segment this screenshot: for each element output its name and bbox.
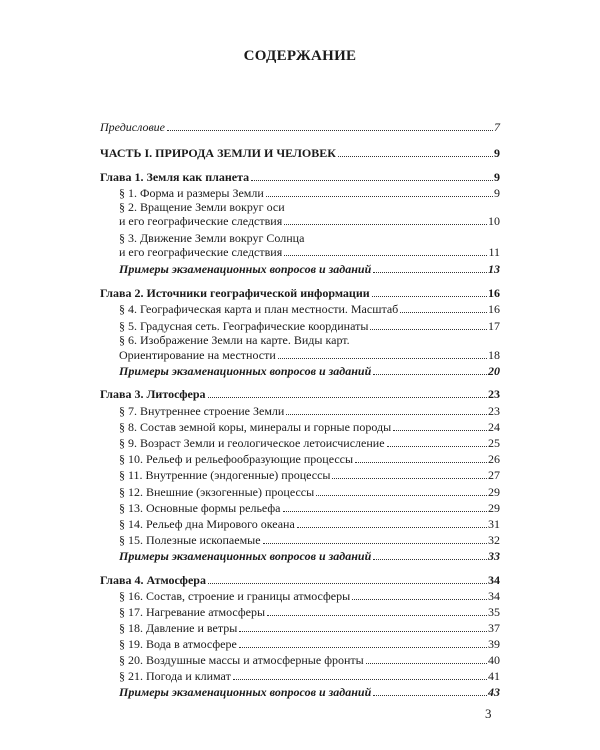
entry-page: 7 — [494, 120, 500, 134]
entry-page: 39 — [488, 637, 500, 651]
entry-title: § 15. Полезные ископаемые — [119, 533, 261, 547]
toc-entry-section-16 — [119, 587, 500, 603]
toc-entry-section-17 — [119, 603, 500, 619]
toc-entry-section-13 — [119, 499, 500, 515]
leader-dots — [373, 374, 487, 375]
entry-title: Примеры экзаменационных вопросов и заданий — [119, 685, 372, 699]
toc-entry-exam-3 — [119, 547, 500, 563]
leader-dots — [284, 224, 487, 225]
toc-entry-section-3 — [119, 243, 500, 259]
entry-page: 17 — [488, 319, 500, 333]
entry-page: 35 — [488, 605, 500, 619]
leader-dots — [266, 196, 493, 197]
entry-title: § 5. Градусная сеть. Географические координаты — [119, 319, 369, 333]
entry-title: § 19. Вода в атмосфере — [119, 637, 237, 651]
toc-entry-section-1 — [119, 184, 500, 200]
entry-page: 25 — [488, 436, 500, 450]
entry-page: 23 — [488, 387, 500, 401]
entry-first-line: § 2. Вращение Земли вокруг оси — [119, 200, 285, 214]
toc-entry-section-10 — [119, 450, 500, 466]
entry-title: Глава 4. Атмосфера — [100, 573, 206, 587]
toc-entry-part-1 — [100, 144, 500, 160]
leader-dots — [338, 156, 493, 157]
entry-title: Глава 1. Земля как планета — [100, 170, 250, 184]
leader-dots — [267, 615, 487, 616]
entry-title: § 4. Географическая карта и план местности. Масштаб — [119, 302, 399, 316]
leader-dots — [239, 647, 487, 648]
entry-first-line: § 6. Изображение Земли на карте. Виды карт. — [119, 333, 350, 347]
entry-title: § 18. Давление и ветры — [119, 621, 238, 635]
entry-page: 18 — [488, 348, 500, 362]
entry-page: 43 — [488, 685, 500, 699]
entry-title: Примеры экзаменационных вопросов и заданий — [119, 549, 372, 563]
entry-title: Примеры экзаменационных вопросов и заданий — [119, 364, 372, 378]
leader-dots — [297, 527, 487, 528]
toc-entry-chapter-3 — [100, 385, 500, 401]
toc-entry-section-2 — [119, 212, 500, 228]
toc-entry-section-14 — [119, 515, 500, 531]
entry-page: 33 — [488, 549, 500, 563]
leader-dots — [251, 180, 493, 181]
entry-title: § 8. Состав земной коры, минералы и горные породы — [119, 420, 392, 434]
leader-dots — [208, 397, 487, 398]
leader-dots — [233, 679, 487, 680]
leader-dots — [366, 663, 487, 664]
toc-entry-section-6 — [119, 346, 500, 362]
entry-title: Глава 3. Литосфера — [100, 387, 206, 401]
leader-dots — [387, 446, 487, 447]
leader-dots — [283, 511, 487, 512]
entry-title: § 17. Нагревание атмосферы — [119, 605, 266, 619]
entry-first-line: § 3. Движение Земли вокруг Солнца — [119, 231, 305, 245]
entry-title: § 1. Форма и размеры Земли — [119, 186, 264, 200]
toc-entry-section-5 — [119, 317, 500, 333]
leader-dots — [316, 495, 487, 496]
entry-title: § 12. Внешние (экзогенные) процессы — [119, 485, 315, 499]
leader-dots — [373, 559, 487, 560]
leader-dots — [263, 543, 487, 544]
toc-entry-exam-2 — [119, 362, 500, 378]
toc-entry-chapter-1 — [100, 168, 500, 184]
toc-entry-chapter-2 — [100, 284, 500, 300]
leader-dots — [239, 631, 487, 632]
entry-page: 11 — [488, 245, 500, 259]
toc-entry-section-7 — [119, 402, 500, 418]
leader-dots — [400, 312, 487, 313]
leader-dots — [355, 462, 487, 463]
page-number: 3 — [485, 706, 492, 721]
entry-title: § 11. Внутренние (эндогенные) процессы — [119, 468, 331, 482]
entry-page: 16 — [488, 286, 500, 300]
page-title: СОДЕРЖАНИЕ — [243, 48, 357, 64]
leader-dots — [208, 583, 487, 584]
entry-page: 29 — [488, 485, 500, 499]
entry-page: 9 — [494, 186, 500, 200]
entry-title: Предисловие — [100, 120, 166, 134]
entry-title: § 21. Погода и климат — [119, 669, 231, 683]
entry-page: 9 — [494, 170, 500, 184]
toc-entry-section-21 — [119, 667, 500, 683]
leader-dots — [352, 599, 487, 600]
leader-dots — [278, 358, 487, 359]
entry-page: 29 — [488, 501, 500, 515]
entry-page: 10 — [488, 214, 500, 228]
entry-title: § 13. Основные формы рельефа — [119, 501, 281, 515]
leader-dots — [370, 329, 487, 330]
toc-entry-chapter-4 — [100, 571, 500, 587]
entry-title: § 9. Возраст Земли и геологическое летоисчисление — [119, 436, 385, 450]
entry-page: 41 — [488, 669, 500, 683]
entry-title: § 10. Рельеф и рельефообразующие процессы — [119, 452, 354, 466]
leader-dots — [372, 296, 487, 297]
entry-page: 23 — [488, 404, 500, 418]
leader-dots — [286, 414, 487, 415]
toc-entry-exam-4 — [119, 683, 500, 699]
entry-page: 26 — [488, 452, 500, 466]
toc-entry-preface — [100, 118, 500, 134]
entry-page: 13 — [488, 262, 500, 276]
toc-entry-section-20 — [119, 651, 500, 667]
entry-title: § 7. Внутреннее строение Земли — [119, 404, 285, 418]
leader-dots — [332, 478, 487, 479]
toc-entry-section-12 — [119, 483, 500, 499]
leader-dots — [373, 272, 487, 273]
entry-page: 40 — [488, 653, 500, 667]
toc-entry-section-19 — [119, 635, 500, 651]
entry-page: 20 — [488, 364, 500, 378]
entry-title: Глава 2. Источники географической информации — [100, 286, 370, 300]
entry-title: § 20. Воздушные массы и атмосферные фронты — [119, 653, 364, 667]
toc-entry-section-4 — [119, 300, 500, 316]
entry-page: 31 — [488, 517, 500, 531]
leader-dots — [284, 255, 487, 256]
leader-dots — [393, 430, 487, 431]
entry-page: 16 — [488, 302, 500, 316]
entry-page: 9 — [494, 146, 500, 160]
leader-dots — [373, 695, 487, 696]
entry-title: § 14. Рельеф дна Мирового океана — [119, 517, 295, 531]
entry-title-cont: Ориентирование на местности — [119, 348, 276, 362]
leader-dots — [167, 130, 493, 131]
entry-page: 37 — [488, 621, 500, 635]
toc-entry-section-9 — [119, 434, 500, 450]
entry-page: 34 — [488, 573, 500, 587]
entry-page: 34 — [488, 589, 500, 603]
toc-entry-exam-1 — [119, 260, 500, 276]
entry-page: 32 — [488, 533, 500, 547]
entry-page: 24 — [488, 420, 500, 434]
entry-title-cont: и его географические следствия — [119, 214, 283, 228]
entry-title: Примеры экзаменационных вопросов и заданий — [119, 262, 372, 276]
toc-entry-section-11 — [119, 466, 500, 482]
entry-title-cont: и его географические следствия — [119, 245, 283, 259]
toc-entry-section-15 — [119, 531, 500, 547]
entry-title: ЧАСТЬ I. ПРИРОДА ЗЕМЛИ И ЧЕЛОВЕК — [100, 146, 336, 160]
toc-entry-section-8 — [119, 418, 500, 434]
entry-page: 27 — [488, 468, 500, 482]
toc-entry-section-18 — [119, 619, 500, 635]
entry-title: § 16. Состав, строение и границы атмосферы — [119, 589, 351, 603]
